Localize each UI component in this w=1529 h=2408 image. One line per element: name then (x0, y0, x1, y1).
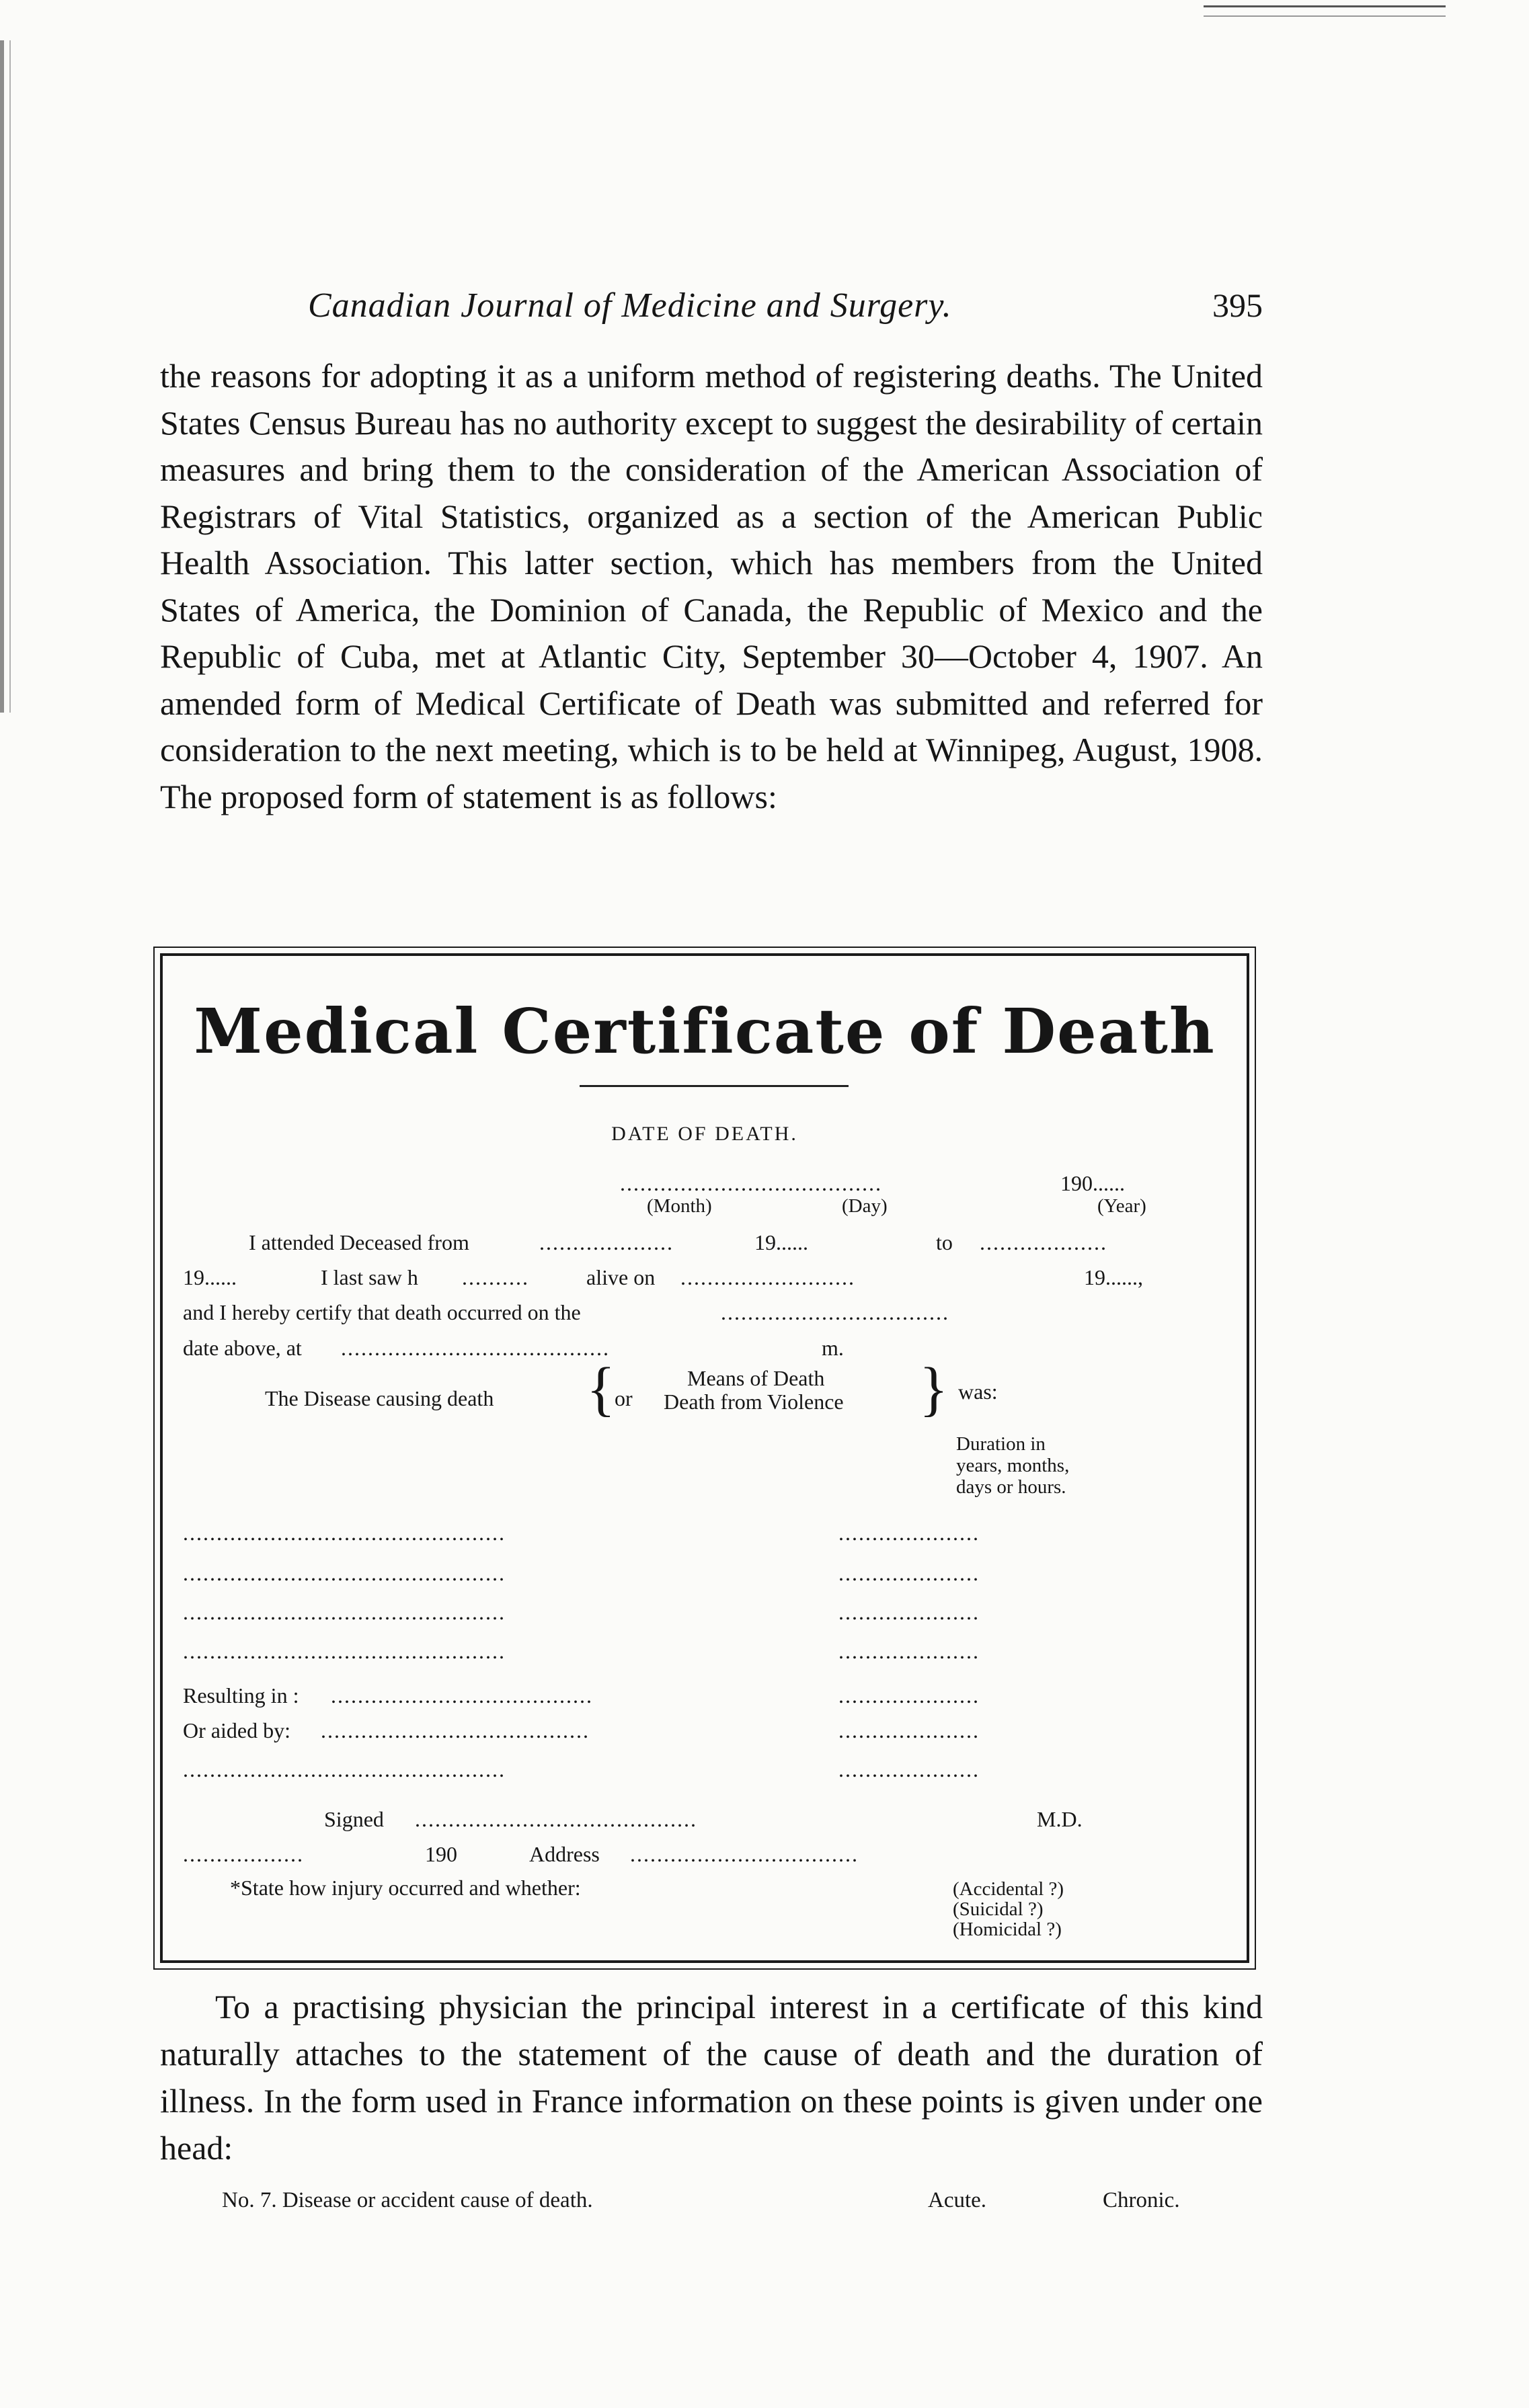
dotted-line: ................................................ (183, 1757, 506, 1781)
duration-blank-line: ..................... (838, 1521, 980, 1545)
last-saw-year-start: 19...... (183, 1265, 237, 1289)
top-paragraph (160, 353, 1263, 820)
death-from-violence: Death from Violence (664, 1390, 844, 1414)
dotted-line: .................................. (721, 1300, 949, 1324)
disease-label: The Disease causing death (265, 1386, 494, 1410)
signature-line: .......................................... (415, 1807, 697, 1831)
last-saw-year-end: 19......, (1084, 1265, 1143, 1289)
dotted-line: ....................................... (331, 1683, 593, 1708)
disease-blank-line: ................................................ (183, 1639, 506, 1663)
md-label: M.D. (1037, 1807, 1083, 1831)
page-header (160, 286, 1263, 339)
duration-line3: days or hours. (956, 1476, 1066, 1498)
disease-blank-line: ................................................ (183, 1600, 506, 1624)
dotted-line: .......................... (680, 1265, 855, 1289)
day-label: (Day) (842, 1195, 888, 1217)
scan-edge-top (1204, 5, 1446, 17)
item-no-7: No. 7. Disease or accident cause of death. (222, 2188, 593, 2212)
dotted-line: ........................................ (321, 1718, 590, 1742)
signed-label: Signed (324, 1807, 384, 1831)
date-of-death-label: DATE OF DEATH. (611, 1123, 798, 1145)
top-paragraph-text: the reasons for adopting it as a uniform method of registering deaths. The United States Census Bureau has no authority except to suggest the desirability of certain measures and bring them to the consideration of the American Association of Registrars of Vital Statistics, organized as a section of the American Public Health Association. This latter section, which has members from the United States of America, the Dominion of Canada, the Republic of Mexico and the Republic of Cuba, met at Atlantic City, September 30—October 4, 1907. An amended form of Medical Certificate of Death was submitted and referred for consideration to the next meeting, which is to be held at Winnipeg, August, 1908. The proposed form of statement is as follows: (160, 357, 1263, 815)
year-label: (Year) (1097, 1195, 1146, 1217)
duration-line2: years, months, (956, 1455, 1070, 1476)
left-brace: { (586, 1356, 616, 1422)
duration-line1: Duration in (956, 1433, 1046, 1455)
duration-blank-line: ..................... (838, 1639, 980, 1663)
address-line: .................................. (630, 1842, 859, 1866)
duration-blank-line: ..................... (838, 1600, 980, 1624)
certificate-title: Medical Certificate of Death (194, 995, 1216, 1068)
disease-blank-line: ................................................ (183, 1561, 506, 1585)
alive-on-text: alive on (586, 1265, 656, 1289)
duration-blank-line: ..................... (838, 1561, 980, 1585)
or-aided-by-label: Or aided by: (183, 1718, 290, 1742)
last-saw-text: I last saw h (321, 1265, 418, 1289)
date-above-text: date above, at (183, 1336, 302, 1360)
disease-blank-line: ................................................ (183, 1521, 506, 1545)
acute-label: Acute. (928, 2188, 987, 2212)
chronic-label: Chronic. (1103, 2188, 1180, 2212)
dotted-line: ..................... (838, 1718, 980, 1742)
dotted-line: ..................... (838, 1757, 980, 1781)
homicidal-option: (Homicidal ?) (953, 1919, 1062, 1940)
title-rule (580, 1085, 849, 1087)
or-label: or (615, 1386, 633, 1410)
dotted-line: ..................... (838, 1683, 980, 1708)
resulting-in-label: Resulting in : (183, 1683, 299, 1708)
date-above-m: m. (822, 1336, 844, 1360)
france-form-item (222, 2188, 1298, 2222)
dotted-line: .......... (462, 1265, 529, 1289)
means-of-death: Means of Death (687, 1366, 825, 1390)
bottom-paragraph-text: To a practising physician the principal interest in a certificate of this kind naturally attaches to the statement of the cause of death and the duration of illness. In the form used in France information on these points is given under one head: (160, 1988, 1263, 2167)
page-number: 395 (1212, 286, 1263, 324)
date-year-field: 190...... (1060, 1171, 1125, 1195)
address-label: Address (529, 1842, 600, 1866)
suicidal-option: (Suicidal ?) (953, 1898, 1044, 1920)
state-injury-text: *State how injury occurred and whether: (230, 1876, 581, 1900)
dotted-line: ........................................ (341, 1336, 610, 1360)
was-label: was: (958, 1379, 998, 1404)
year-190: 190 (425, 1842, 457, 1866)
running-title: Canadian Journal of Medicine and Surgery. (308, 286, 952, 325)
month-label: (Month) (647, 1195, 712, 1217)
certify-text: and I hereby certify that death occurred on the (183, 1300, 581, 1324)
dotted-line: .................... (539, 1230, 674, 1254)
accidental-option: (Accidental ?) (953, 1878, 1064, 1900)
attended-year: 19...... (754, 1230, 808, 1254)
attended-text: I attended Deceased from (249, 1230, 469, 1254)
date-dotted-line: ....................................... (620, 1171, 882, 1195)
scan-edge-left (0, 40, 27, 713)
death-certificate-form (160, 953, 1249, 1963)
dotted-line: ................... (980, 1230, 1107, 1254)
dotted-line: .................. (183, 1842, 304, 1866)
bottom-paragraph (160, 1983, 1263, 2171)
attended-to: to (936, 1230, 953, 1254)
right-brace: } (919, 1356, 949, 1422)
